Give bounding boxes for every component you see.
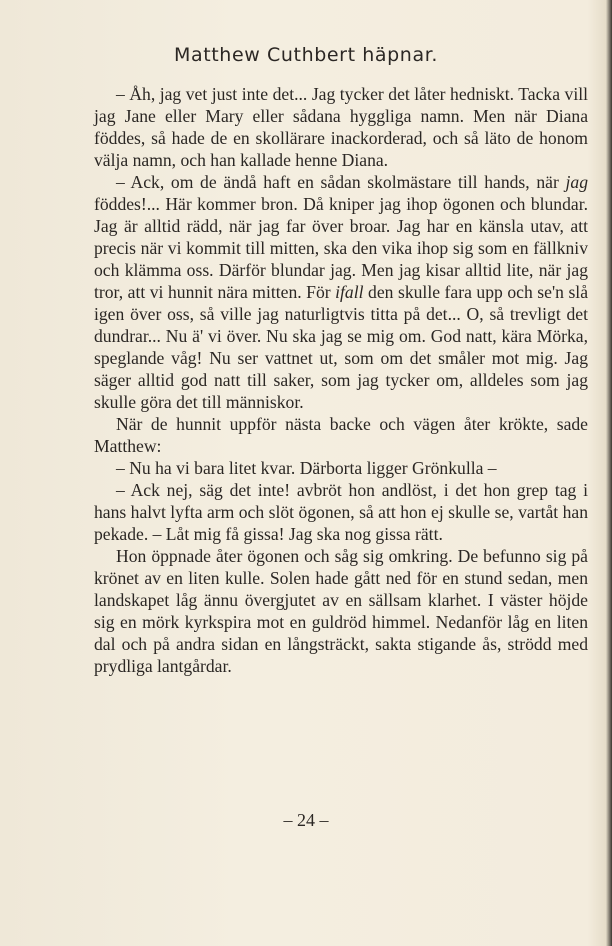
emphasis-text: jag <box>565 172 588 192</box>
paragraph: Hon öppnade åter ögonen och såg sig omkring. De befunno sig på krönet av en liten kulle. Solen hade gått ned för en stund sedan, men landskapet låg ännu övergjutet av en sällsam klarhet. I väster höjde sig en mörk kyrkspira mot en guldröd himmel. Nedanför låg en liten dal och på andra sidan en långsträckt, sakta stigande ås, strödd med prydliga lantgårdar. <box>94 546 588 676</box>
body-text <box>94 83 588 677</box>
paragraph: När de hunnit uppför nästa backe och vägen åter krökte, sade Matthew: <box>94 414 588 456</box>
paragraph: – Ack nej, säg det inte! avbröt hon andlöst, i det hon grep tag i hans halvt lyfta arm och slöt ögonen, så att hon ej skulle se, vartåt han pekade. – Låt mig få gissa! Jag ska nog gissa rätt. <box>94 480 588 544</box>
paragraph: – Nu ha vi bara litet kvar. Därborta ligger Grönkulla – <box>116 458 497 478</box>
paragraph: – Ack, om de ändå haft en sådan skolmästare till hands, när jag föddes!... Här kommer bron. Då kniper jag ihop ögonen och blundar. Jag är alltid rädd, när jag far över broar. Jag har en känsla utav, att precis när vi kommit till mitten, ska den vika ihop sig som en fällkniv och klämma oss. Därför blundar jag. Men jag kisar alltid lite, när jag tror, att vi hunnit nära mitten. För ifall den skulle fara upp och se'n slå igen över oss, så ville jag naturligtvis titta på det... O, så trevligt det dundrar... Nu ä' vi över. Nu ska jag se mig om. God natt, kära Mörka, speglande våg! Nu ser vattnet ut, som om det småler mot mig. Jag säger alltid god natt till saker, som jag tycker om, alldeles som jag skulle göra det till människor. <box>94 172 588 412</box>
page-number: – 24 – <box>283 810 329 830</box>
emphasis-text: ifall <box>335 282 364 302</box>
paragraph: – Åh, jag vet just inte det... Jag tycker det låter hedniskt. Tacka vill jag Jane eller Mary eller sådana hyggliga namn. Men när Diana föddes, så hade de en skollärare inackorderad, och så läto de honom välja namn, och han kallade henne Diana. <box>94 84 588 170</box>
running-header: Matthew Cuthbert häpnar. <box>173 44 439 66</box>
